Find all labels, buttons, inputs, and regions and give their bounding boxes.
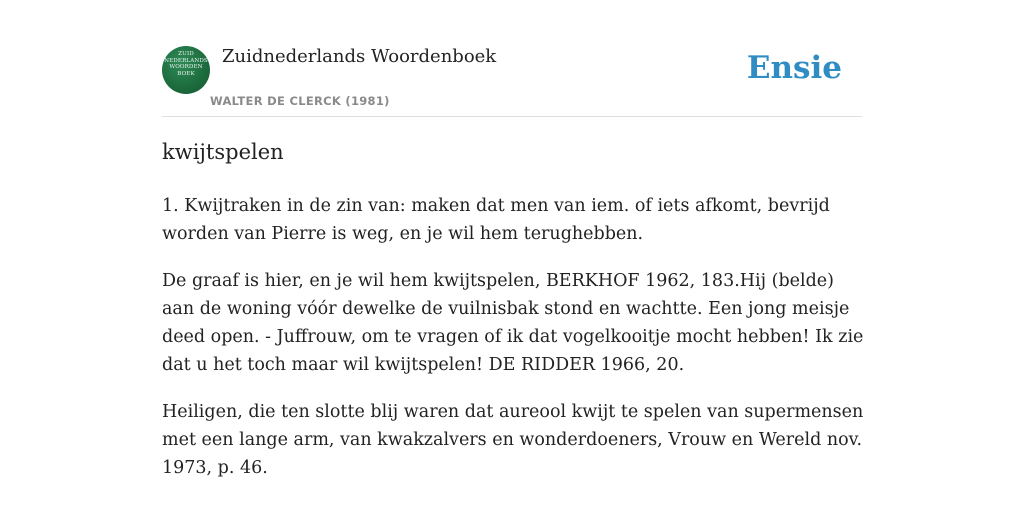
ensie-logo-link[interactable]: Ensie [746,50,842,86]
entry-example: De graaf is hier, en je wil hem kwijtspelen, BERKHOF 1962, 183.Hij (belde) aan de woning vóór dewelke de vuilnisbak stond en wachtte. Een jong meisje deed open. - Juffrouw, om te vragen of ik dat vogelkooitje mocht hebben! Ik zie dat u het toch maar wil kwijtspelen! DE RIDDER 1966, 20. [162,271,864,375]
entry-example: Heiligen, die ten slotte blij waren dat aureool kwijt te spelen van supermensen met een lange arm, van kwakzalvers en wonderdoeners, Vrouw en Wereld nov. 1973, p. 46. [162,402,864,478]
dictionary-logo[interactable] [162,46,210,94]
dictionary-title-link[interactable]: Zuidnederlands Woordenboek [222,46,497,67]
entry-definition: 1. Kwijtraken in de zin van: maken dat men van iem. of iets afkomt, bevrijd worden van Pierre is weg, en je wil hem terughebben. [162,196,830,244]
entry-headword: kwijtspelen [162,140,284,164]
site-header [162,40,862,117]
logo-wordmark: ZUID NEDERLANDS WOORDEN BOEK [164,51,208,77]
entry-body [162,192,867,501]
dictionary-author: WALTER DE CLERCK (1981) [210,94,390,108]
